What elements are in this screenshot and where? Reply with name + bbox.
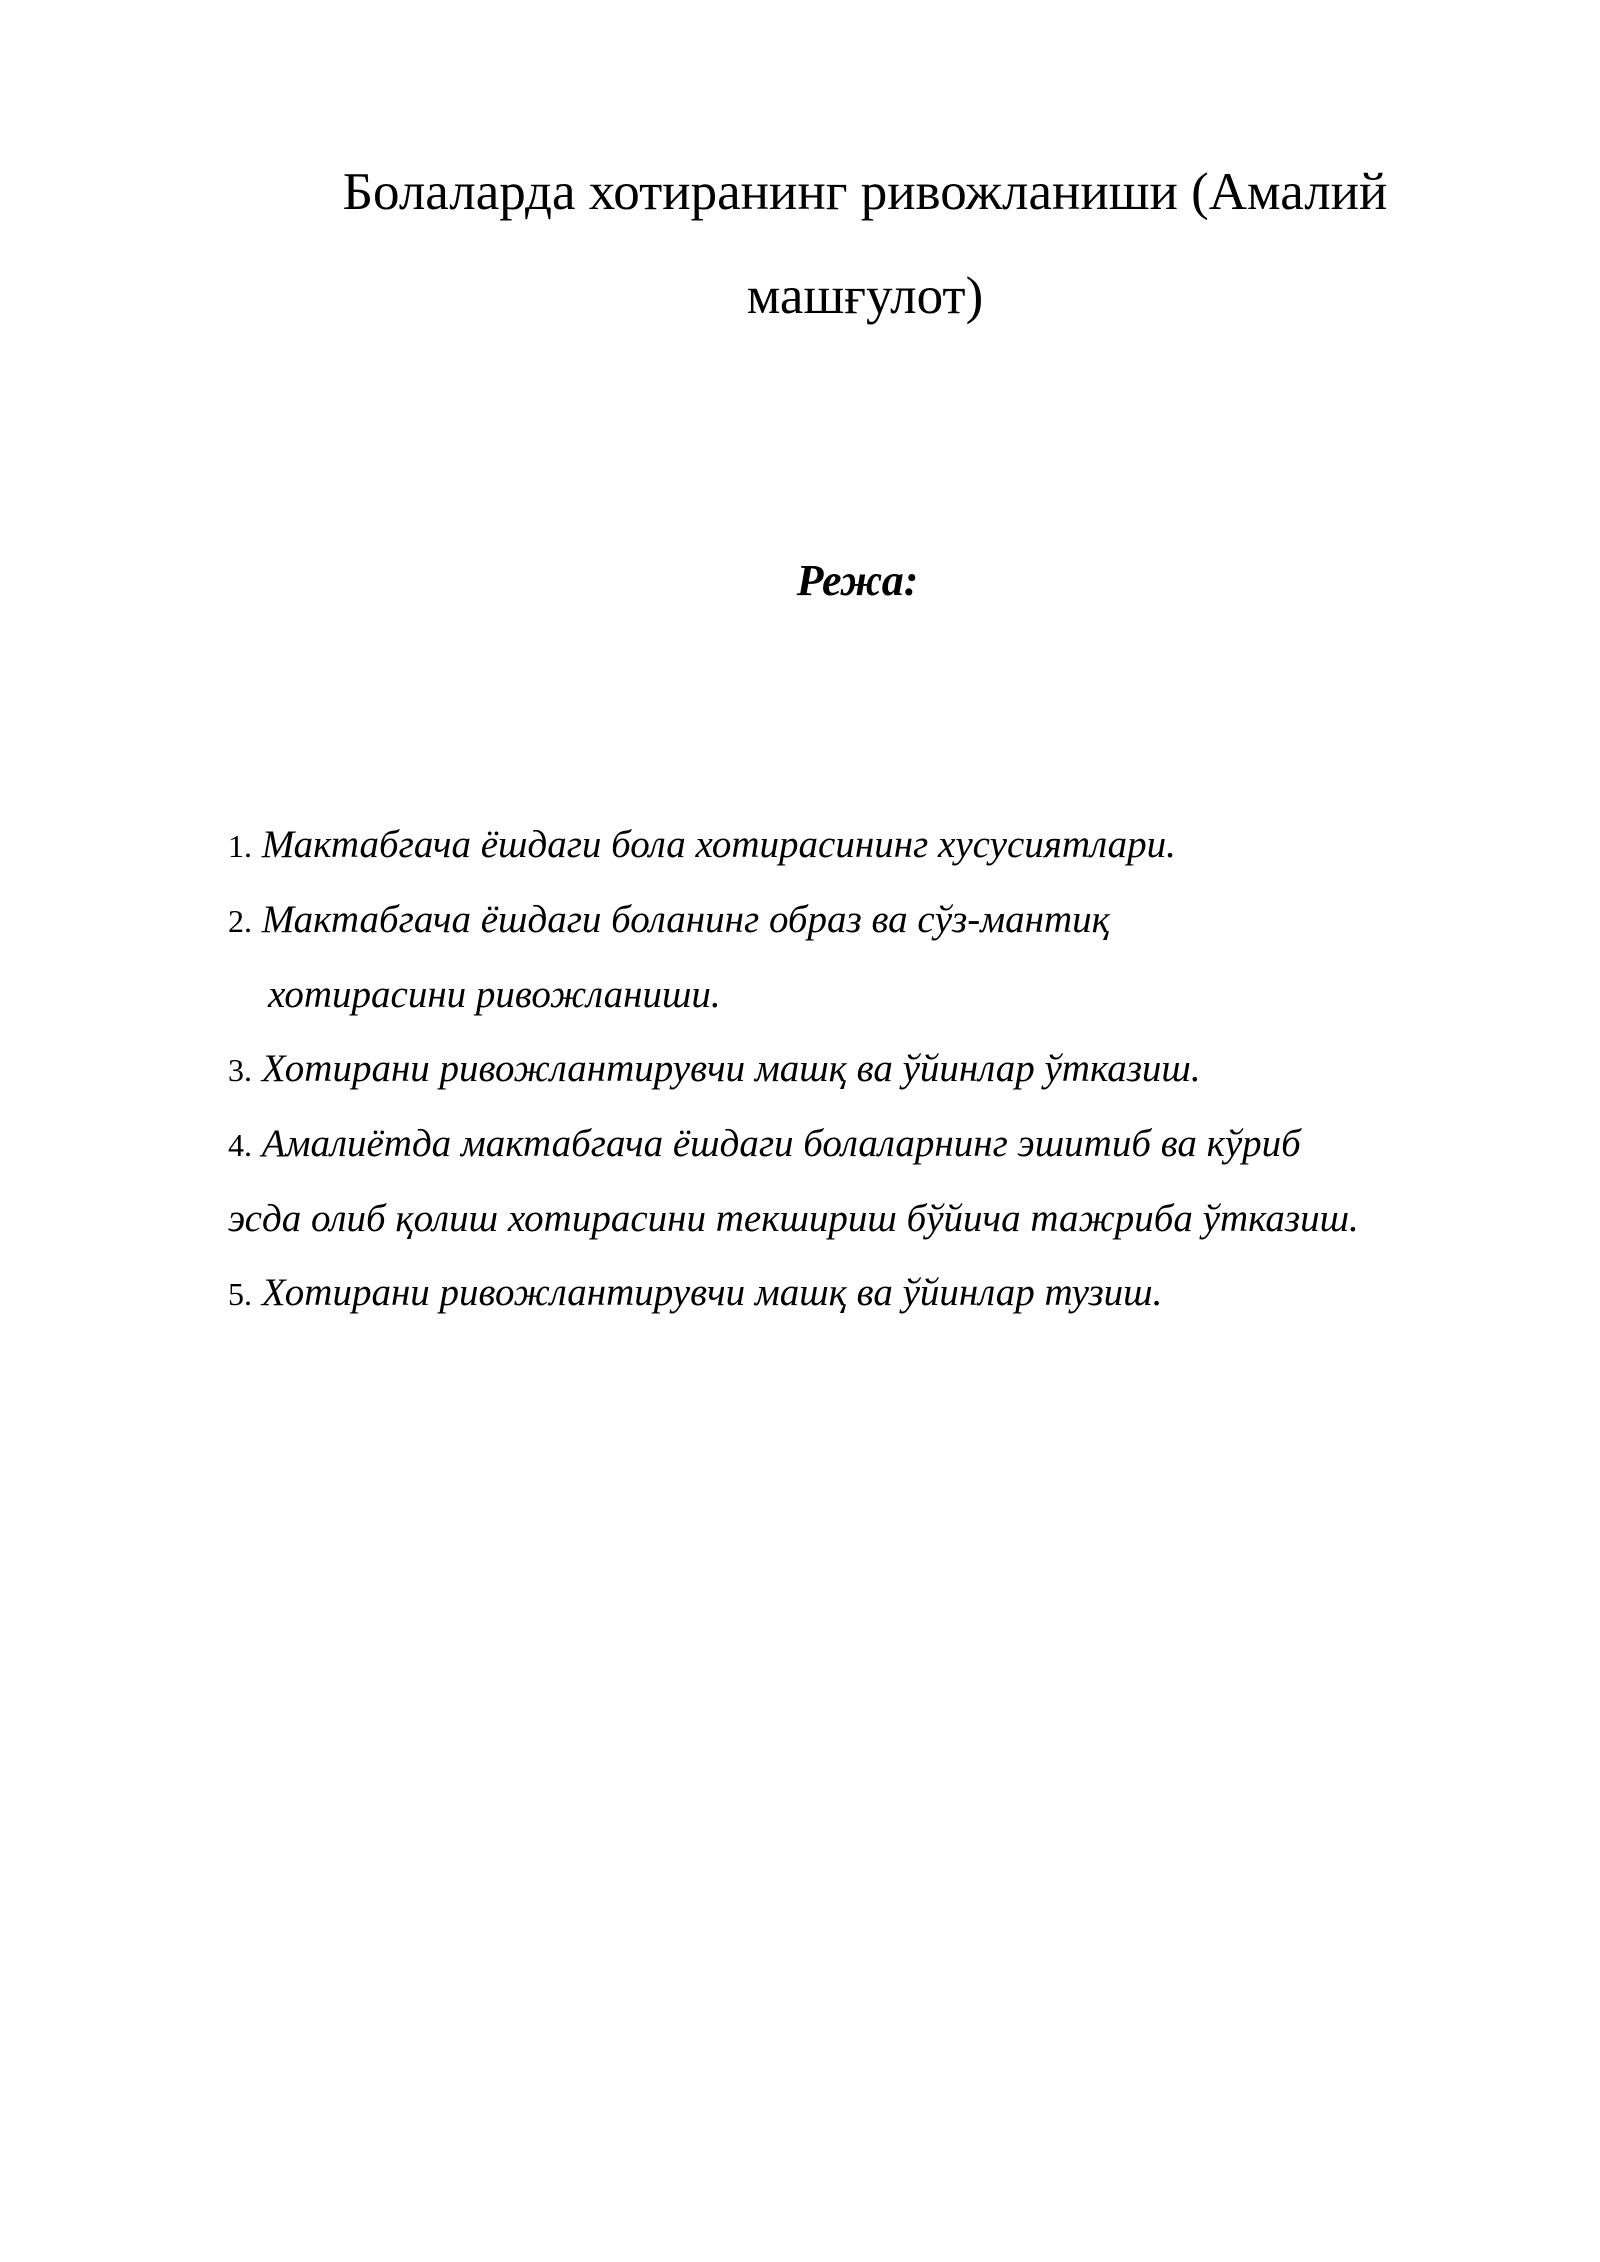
plan-item-4-continuation — [228, 1182, 1528, 1256]
plan-item-number: 1. — [228, 828, 252, 864]
plan-item-text: Хотирани ривожлантирувчи машқ ва ўйинлар тузиш. — [261, 1271, 1163, 1314]
plan-item-number: 5. — [228, 1276, 252, 1312]
plan-item-3 — [228, 1032, 1528, 1107]
plan-item-2 — [228, 883, 1528, 958]
plan-item-number: 4. — [228, 1127, 252, 1163]
title-line-1: Болаларда хотиранинг ривожланиши (Амалий — [342, 163, 1388, 221]
plan-item-4 — [228, 1107, 1528, 1182]
plan-list — [228, 808, 1528, 1331]
plan-heading: Режа: — [796, 556, 919, 605]
plan-item-text: эсда олиб қолиш хотирасини текшириш бўйича тажриба ўтказиш. — [228, 1197, 1359, 1240]
plan-item-text: Мактабгача ёшдаги боланинг образ ва сўз-мантиқ — [261, 898, 1110, 941]
plan-item-text: Амалиётда мактабгача ёшдаги болаларнинг эшитиб ва кўриб — [261, 1122, 1301, 1165]
title-line-2: машғулот) — [746, 267, 984, 325]
plan-item-number: 2. — [228, 903, 252, 939]
document-title — [230, 140, 1500, 348]
plan-item-text: Хотирани ривожлантирувчи машқ ва ўйинлар ўтказиш. — [261, 1047, 1201, 1090]
plan-item-2-continuation — [228, 958, 1528, 1032]
plan-item-text: Мактабгача ёшдаги бола хотирасининг хусусиятлари. — [261, 823, 1176, 866]
plan-item-5 — [228, 1256, 1528, 1331]
plan-item-1 — [228, 808, 1528, 883]
plan-item-text: хотирасини ривожланиши. — [268, 973, 721, 1016]
plan-item-number: 3. — [228, 1052, 252, 1088]
